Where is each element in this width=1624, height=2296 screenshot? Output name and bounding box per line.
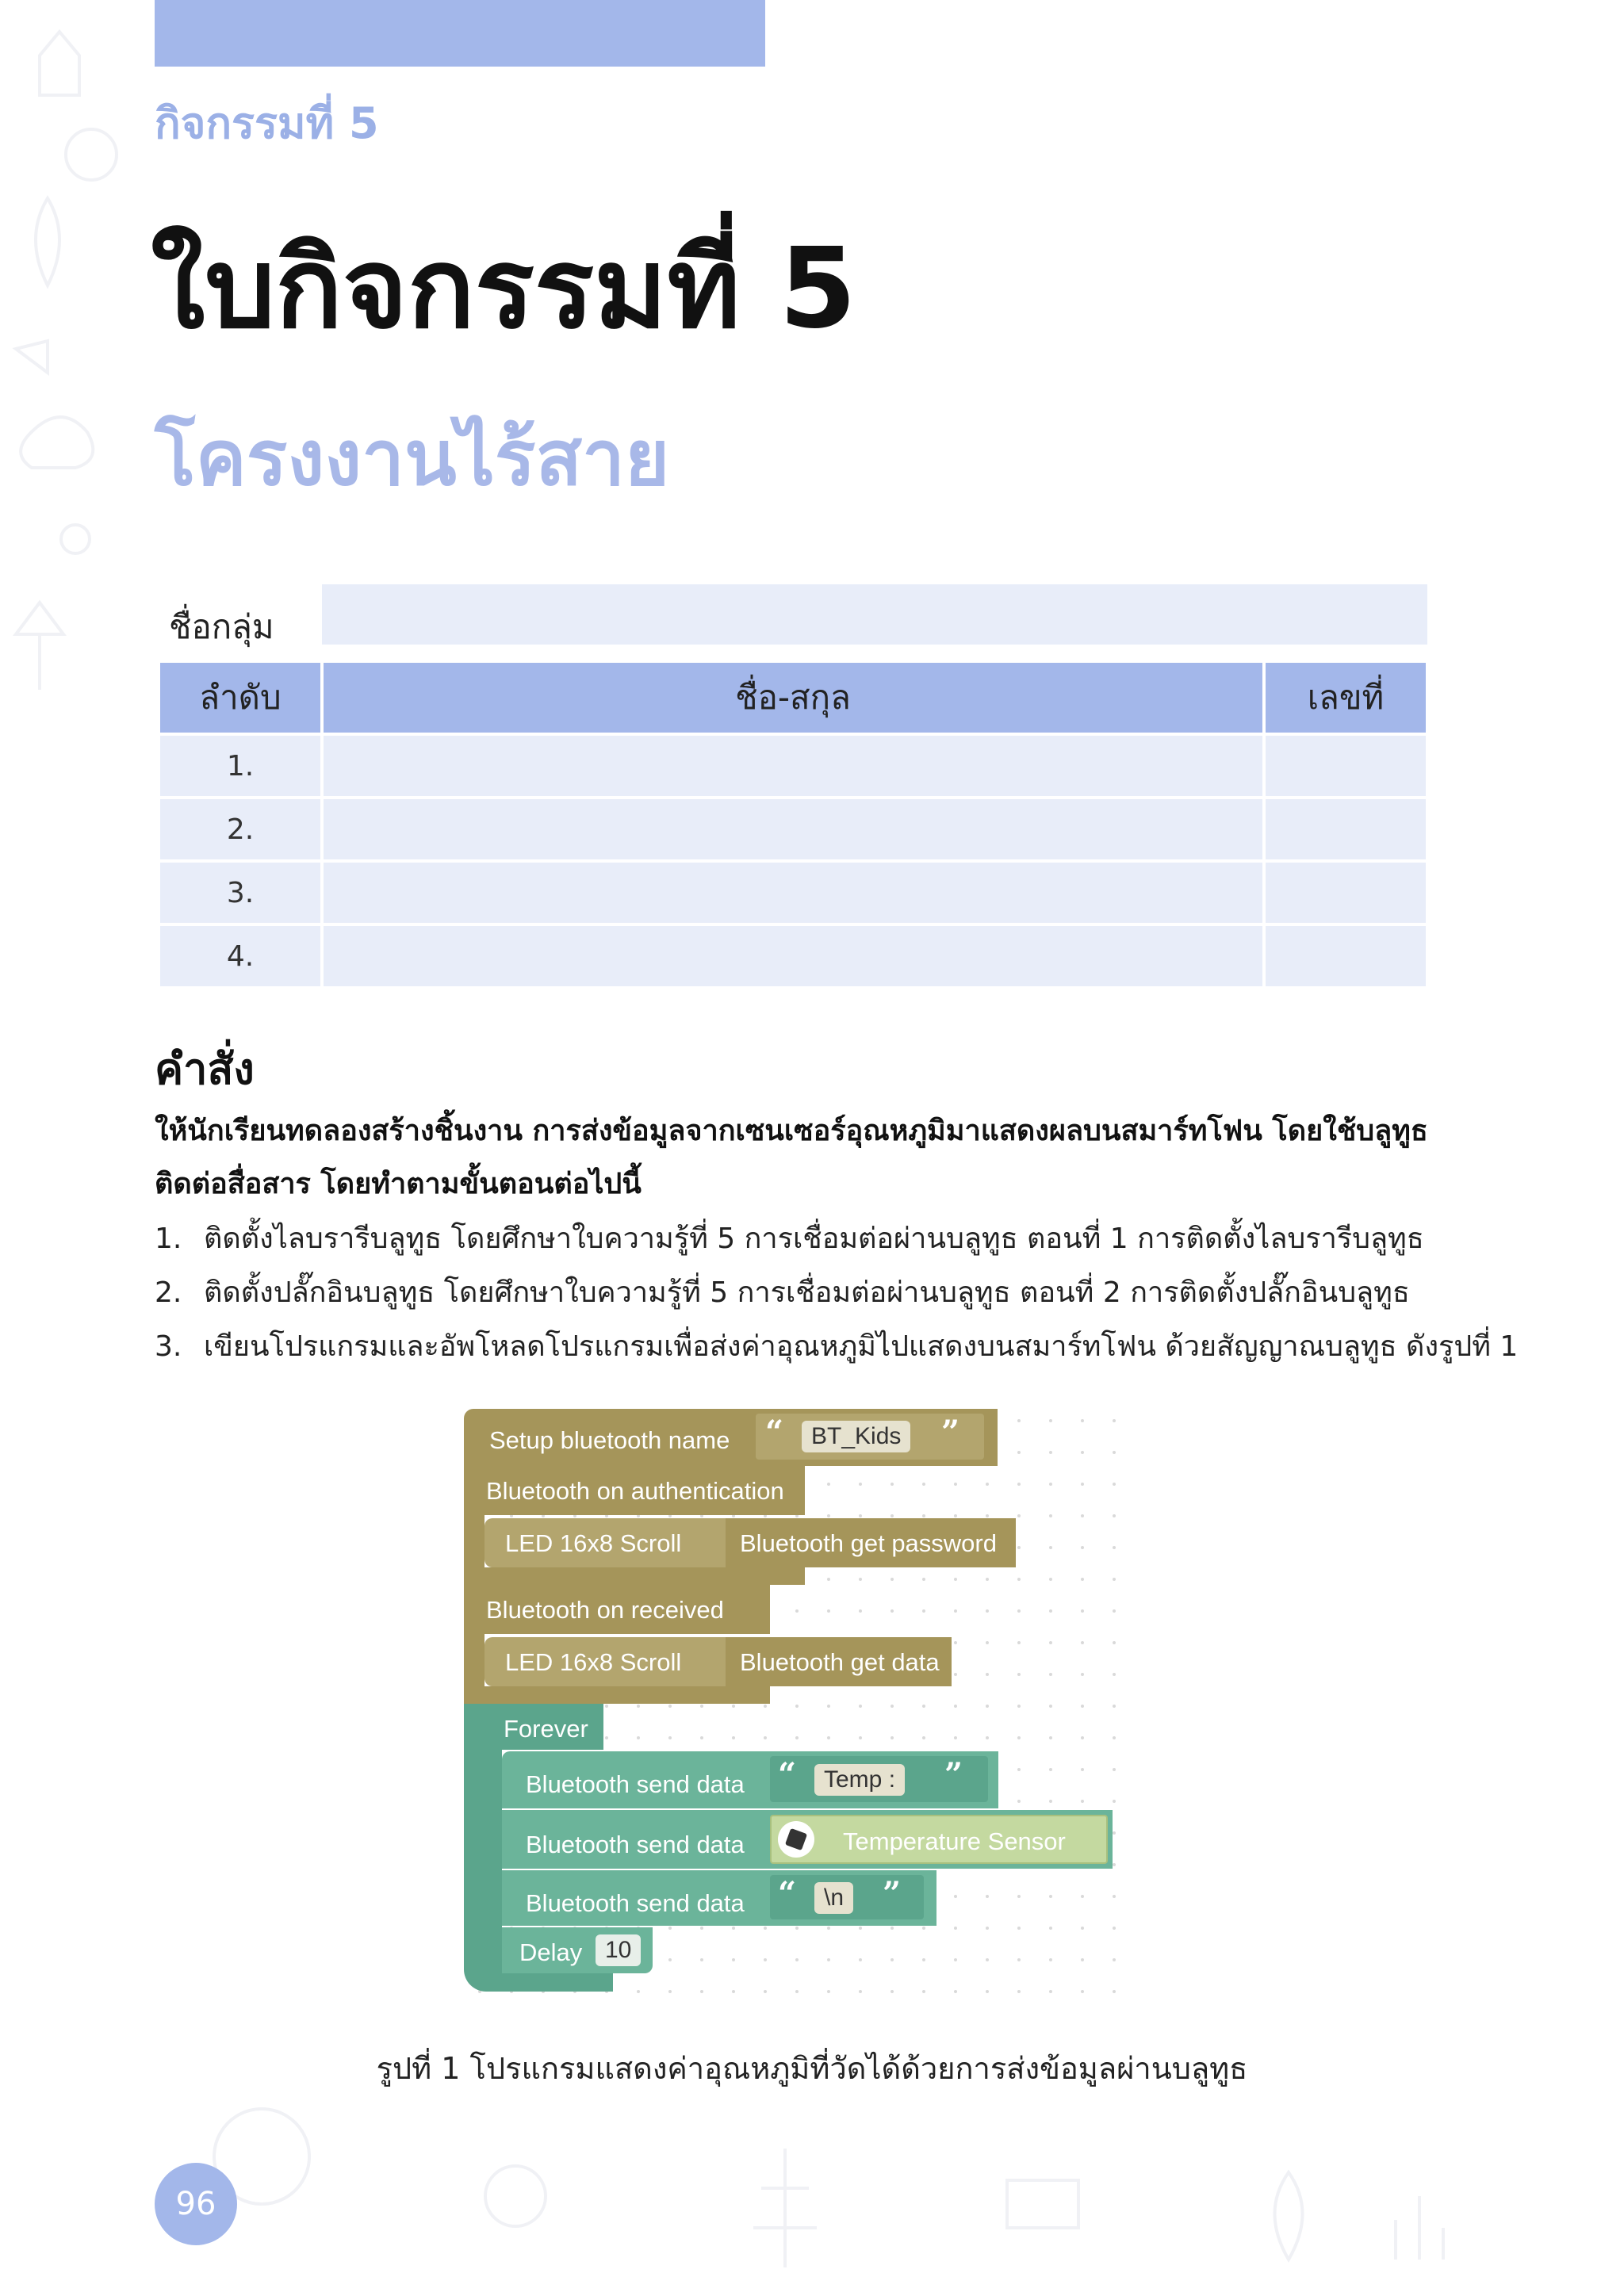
leaf-icon <box>40 32 79 95</box>
bt-send-data-label: Bluetooth send data <box>526 1889 745 1917</box>
group-name-label: ชื่อกลุ่ม <box>169 607 274 646</box>
led-scroll-label: LED 16x8 Scroll <box>505 1529 682 1557</box>
number-cell[interactable] <box>1266 736 1426 796</box>
page-number: 96 <box>155 2163 237 2245</box>
number-cell[interactable] <box>1266 926 1426 986</box>
delay-value-field[interactable]: 10 <box>596 1934 641 1966</box>
step-number: 1. <box>155 1223 182 1255</box>
table-row <box>160 863 1426 923</box>
col-order: ลำดับ <box>160 663 320 733</box>
bt-get-data-label: Bluetooth get data <box>740 1648 940 1676</box>
pine-icon <box>16 603 63 690</box>
open-quote-icon: “ <box>778 1875 797 1912</box>
step-item <box>155 1215 1424 1261</box>
bt-on-received-spine <box>464 1634 485 1688</box>
bt-on-received-footer <box>464 1686 770 1704</box>
bt-send-data-label: Bluetooth send data <box>526 1770 745 1798</box>
forever-spine <box>464 1750 502 1992</box>
name-cell[interactable] <box>324 926 1262 986</box>
delay-block[interactable] <box>502 1927 653 1973</box>
bt-get-password-label: Bluetooth get password <box>740 1529 997 1557</box>
instructions-heading: คำสั่ง <box>155 1044 255 1094</box>
setup-bluetooth-label: Setup bluetooth name <box>489 1426 730 1454</box>
bt-on-auth-spine <box>464 1515 485 1569</box>
bt-get-password-block[interactable] <box>726 1518 1016 1567</box>
led-scroll-block[interactable] <box>485 1518 732 1567</box>
sensor-chip-icon <box>778 1821 814 1858</box>
bt-get-data-block[interactable] <box>726 1637 952 1686</box>
forever-block[interactable] <box>464 1704 603 1750</box>
name-cell[interactable] <box>324 863 1262 923</box>
string-block[interactable] <box>756 1414 984 1460</box>
table-row <box>160 926 1426 986</box>
step-item <box>155 1323 1518 1368</box>
setup-bluetooth-block[interactable] <box>464 1409 998 1466</box>
mail-icon <box>1007 2180 1078 2228</box>
name-cell[interactable] <box>324 736 1262 796</box>
number-cell[interactable] <box>1266 799 1426 859</box>
step-number: 3. <box>155 1330 182 1363</box>
blockly-workspace <box>464 1405 1122 2007</box>
bt-send-data-block[interactable] <box>502 1870 936 1926</box>
bt-on-received-label: Bluetooth on received <box>486 1596 724 1624</box>
page-title: ใบกิจกรรมที่ 5 <box>151 224 856 354</box>
instructions-body: ให้นักเรียนทดลองสร้างชิ้นงาน การส่งข้อมูลจากเซนเซอร์อุณหภูมิมาแสดงผลบนสมาร์ทโฟน โดยใช้บลูทูธติดต่อสื่อสาร โดยทำตามขั้นตอนต่อไปนี้ <box>155 1115 1428 1200</box>
bt-on-received-block[interactable] <box>464 1585 770 1634</box>
forever-label: Forever <box>504 1715 588 1743</box>
chart-bars-icon <box>1396 2196 1443 2260</box>
number-cell[interactable] <box>1266 863 1426 923</box>
table-row <box>160 736 1426 796</box>
close-quote-icon: ” <box>883 1875 902 1912</box>
activity-kicker: กิจกรรมที่ 5 <box>155 98 379 148</box>
row-index: 4. <box>160 926 320 986</box>
led-scroll-label: LED 16x8 Scroll <box>505 1648 682 1676</box>
step-text: เขียนโปรแกรมและอัพโหลดโปรแกรมเพื่อส่งค่าอุณหภูมิไปแสดงบนสมาร์ทโฟน ด้วยสัญญาณบลูทูธ ดังรูปที่ 1 <box>204 1330 1519 1363</box>
newline-field[interactable]: \n <box>814 1882 853 1914</box>
bg-pine-icon <box>753 2149 817 2267</box>
bt-on-auth-label: Bluetooth on authentication <box>486 1477 784 1505</box>
bt-send-data-label: Bluetooth send data <box>526 1831 745 1858</box>
bt-send-data-block[interactable] <box>502 1810 1113 1869</box>
step-item <box>155 1269 1410 1314</box>
name-cell[interactable] <box>324 799 1262 859</box>
page-subtitle: โครงงานไร้สาย <box>155 414 670 503</box>
step-text: ติดตั้งไลบรารีบลูทูธ โดยศึกษาใบความรู้ที่ 5 การเชื่อมต่อผ่านบลูทูธ ตอนที่ 1 การติดตั้งไลบรารีบลูทูธ <box>204 1223 1424 1255</box>
col-name: ชื่อ-สกุล <box>324 663 1262 733</box>
bt-on-auth-block[interactable] <box>464 1466 805 1515</box>
row-index: 1. <box>160 736 320 796</box>
temperature-sensor-label: Temperature Sensor <box>843 1827 1066 1855</box>
group-name-field[interactable] <box>322 584 1427 645</box>
delay-label: Delay <box>519 1938 583 1966</box>
bt-send-data-block[interactable] <box>502 1751 998 1808</box>
led-scroll-block[interactable] <box>485 1637 732 1686</box>
tree-icon <box>36 198 59 285</box>
member-table <box>157 660 1429 989</box>
row-index: 2. <box>160 799 320 859</box>
bg-search-icon <box>485 2166 546 2226</box>
speaker-icon <box>16 341 48 373</box>
string-block[interactable] <box>770 1756 988 1802</box>
bt-name-field[interactable]: BT_Kids <box>802 1421 910 1452</box>
cloud-icon <box>21 417 93 468</box>
close-quote-icon: ” <box>944 1756 963 1793</box>
col-number: เลขที่ <box>1266 663 1426 733</box>
string-block[interactable] <box>770 1875 924 1919</box>
figure-caption: รูปที่ 1 โปรแกรมแสดงค่าอุณหภูมิที่วัดได้ด้วยการส่งข้อมูลผ่านบลูทูธ <box>376 2051 1248 2086</box>
step-text: ติดตั้งปลั๊กอินบลูทูธ โดยศึกษาใบความรู้ที่ 5 การเชื่อมต่อผ่านบลูทูธ ตอนที่ 2 การติดตั้งปลั๊กอินบลูทูธ <box>204 1276 1410 1309</box>
close-quote-icon: ” <box>941 1414 960 1451</box>
row-index: 3. <box>160 863 320 923</box>
open-quote-icon: “ <box>765 1414 784 1451</box>
bt-on-auth-footer <box>464 1567 805 1585</box>
temp-label-field[interactable]: Temp : <box>814 1764 905 1796</box>
open-quote-icon: “ <box>778 1756 797 1793</box>
top-accent-bar <box>155 0 765 67</box>
bg-leaf-icon <box>1275 2172 1303 2260</box>
refresh-icon <box>66 129 117 180</box>
step-number: 2. <box>155 1276 182 1309</box>
pin-icon <box>61 525 90 553</box>
temperature-sensor-block[interactable] <box>770 1815 1108 1864</box>
table-row <box>160 799 1426 859</box>
